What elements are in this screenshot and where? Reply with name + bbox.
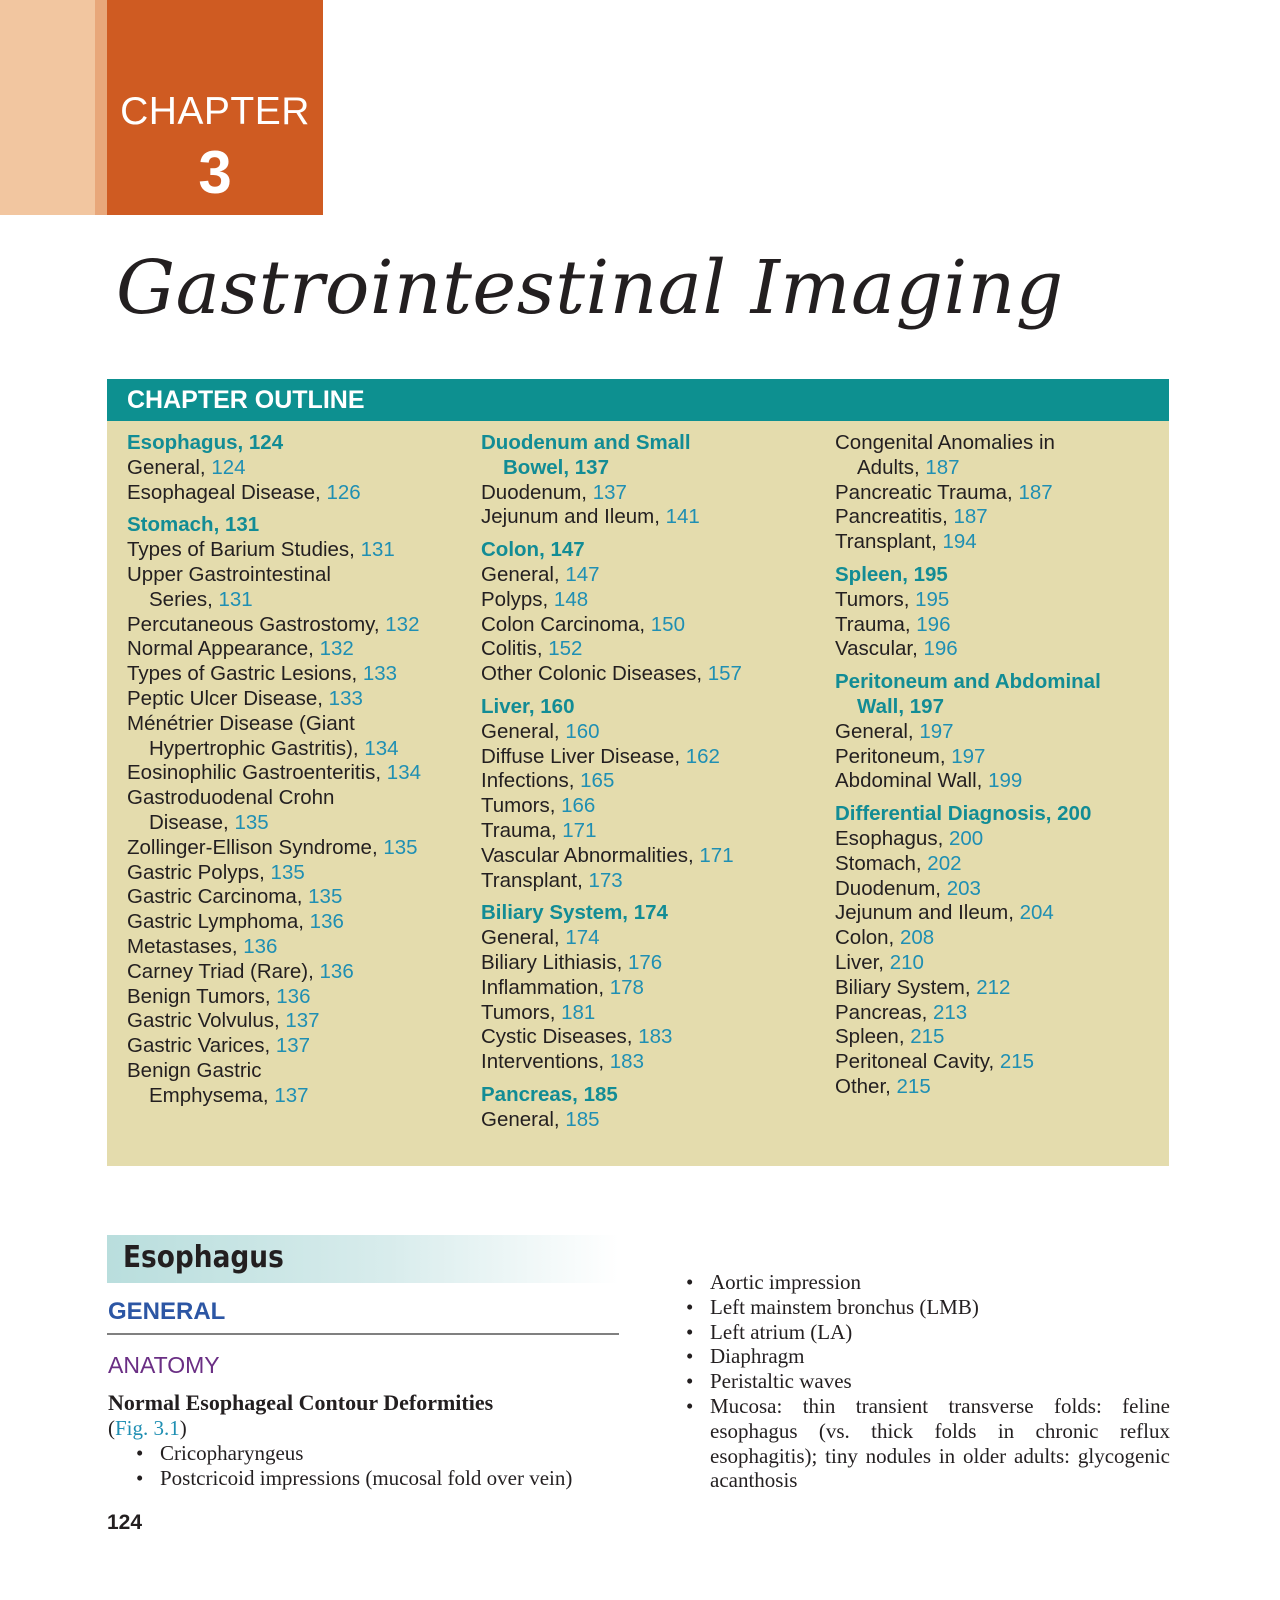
entry-label: Diffuse Liver Disease, bbox=[481, 744, 686, 768]
page-link[interactable]: 196 bbox=[923, 637, 958, 661]
page-link[interactable]: 152 bbox=[548, 637, 583, 661]
entry-label: Biliary System, bbox=[835, 975, 977, 999]
figref-close: ) bbox=[179, 1416, 187, 1440]
entry-label: Jejunum and Ileum, bbox=[481, 505, 666, 529]
outline-entry[interactable] bbox=[481, 613, 811, 638]
entry-label: Infections, bbox=[481, 769, 581, 793]
outline-entry[interactable] bbox=[835, 1025, 1155, 1050]
outline-entry[interactable] bbox=[481, 844, 811, 869]
page-link[interactable]: 215 bbox=[999, 1050, 1035, 1074]
page-link[interactable]: 160 bbox=[540, 694, 575, 718]
subheading: Normal Esophageal Contour Deformities bbox=[108, 1390, 494, 1415]
page-link[interactable]: 197 bbox=[919, 719, 954, 743]
page-link[interactable]: 124 bbox=[211, 455, 246, 479]
entry-label: Spleen, bbox=[835, 1025, 911, 1049]
outline-entry[interactable] bbox=[835, 951, 1155, 976]
outline-entry[interactable] bbox=[481, 481, 811, 506]
entry-label: General, bbox=[481, 1107, 566, 1131]
outline-entry[interactable] bbox=[127, 1059, 457, 1084]
entry-label: Abdominal Wall, bbox=[835, 769, 989, 793]
outline-entry[interactable] bbox=[835, 530, 1155, 555]
entry-label: Gastric Lymphoma, bbox=[127, 910, 310, 934]
page-link[interactable]: 208 bbox=[899, 926, 935, 950]
outline-entry[interactable] bbox=[835, 613, 1155, 638]
list-item: • Left mainstem bronchus (LMB) bbox=[682, 1295, 1170, 1320]
entry-label: Duodenum, bbox=[481, 480, 593, 504]
outline-entry[interactable] bbox=[127, 712, 457, 737]
entry-label: Series, bbox=[149, 587, 219, 611]
chapter-label: CHAPTER bbox=[120, 90, 310, 133]
page-link[interactable]: 162 bbox=[685, 744, 720, 768]
entry-label: Disease, bbox=[149, 810, 235, 834]
section-title: Esophagus bbox=[123, 1240, 284, 1275]
outline-entry[interactable] bbox=[481, 794, 811, 819]
page-link[interactable]: 178 bbox=[609, 975, 644, 999]
outline-entry[interactable] bbox=[481, 951, 811, 976]
entry-label: Colon Carcinoma, bbox=[481, 612, 651, 636]
entry-label: General, bbox=[127, 455, 212, 479]
entry-label: Stomach, bbox=[127, 513, 225, 537]
page-link[interactable]: 137 bbox=[574, 455, 609, 479]
outline-section-entry[interactable] bbox=[481, 456, 811, 481]
outline-section-entry[interactable] bbox=[481, 431, 811, 456]
list-item: • Aortic impression bbox=[682, 1270, 1170, 1295]
subsection-title: GENERAL bbox=[108, 1298, 226, 1325]
outline-entry[interactable] bbox=[835, 1050, 1155, 1075]
entry-label: Upper Gastrointestinal bbox=[127, 562, 331, 586]
page-link[interactable]: 197 bbox=[909, 694, 944, 718]
outline-section-entry[interactable] bbox=[481, 901, 811, 926]
outline-entry[interactable] bbox=[481, 1001, 811, 1026]
subsection-rule bbox=[107, 1333, 619, 1335]
entry-label: Polyps, bbox=[481, 587, 554, 611]
outline-entry[interactable] bbox=[127, 985, 457, 1010]
page-link[interactable]: 176 bbox=[627, 950, 663, 974]
entry-label: Benign Gastric bbox=[127, 1058, 262, 1082]
entry-label: Vascular Abnormalities, bbox=[481, 843, 700, 867]
page-link[interactable]: 166 bbox=[561, 794, 596, 818]
page-link[interactable]: 185 bbox=[565, 1107, 600, 1131]
outline-entry[interactable] bbox=[835, 1075, 1155, 1100]
entry-label: Esophagus, bbox=[127, 431, 249, 454]
entry-label: Other Colonic Diseases, bbox=[481, 662, 708, 686]
page-link[interactable]: 134 bbox=[386, 761, 422, 785]
entry-label: Gastric Polyps, bbox=[127, 860, 271, 884]
page-link[interactable]: 174 bbox=[565, 926, 600, 950]
page-link[interactable]: 135 bbox=[308, 885, 343, 909]
outline-entry[interactable] bbox=[481, 505, 811, 530]
entry-label: Trauma, bbox=[835, 612, 917, 636]
outline-section-entry[interactable] bbox=[481, 538, 811, 563]
outline-entry[interactable] bbox=[481, 720, 811, 745]
entry-label: Transplant, bbox=[481, 868, 589, 892]
page-link[interactable]: 134 bbox=[364, 736, 399, 760]
bullet-list-right bbox=[682, 1270, 1170, 1493]
page-number: 124 bbox=[107, 1511, 143, 1534]
page-link[interactable]: 124 bbox=[248, 431, 284, 454]
page-link[interactable]: 135 bbox=[270, 860, 305, 884]
entry-label: Percutaneous Gastrostomy, bbox=[127, 612, 386, 636]
outline-heading: CHAPTER OUTLINE bbox=[107, 379, 1169, 421]
page-link[interactable]: 174 bbox=[633, 901, 668, 925]
outline-entry[interactable] bbox=[835, 976, 1155, 1001]
outline-entry[interactable] bbox=[127, 761, 457, 786]
entry-label: Pancreatitis, bbox=[835, 505, 954, 529]
entry-label: General, bbox=[481, 562, 566, 586]
page-link[interactable]: 187 bbox=[1018, 480, 1053, 504]
figure-link[interactable]: Fig. 3.1 bbox=[115, 1416, 180, 1440]
entry-label: Stomach, bbox=[835, 851, 928, 875]
page-link[interactable]: 215 bbox=[896, 1074, 931, 1098]
entry-label: Colon, bbox=[835, 926, 900, 950]
page-link[interactable]: 132 bbox=[385, 612, 420, 636]
entry-label: Transplant, bbox=[835, 530, 943, 554]
outline-entry[interactable] bbox=[127, 538, 457, 563]
outline-section-entry[interactable] bbox=[127, 513, 457, 538]
page-link[interactable]: 126 bbox=[326, 480, 361, 504]
figure-reference bbox=[108, 1416, 187, 1441]
entry-label: Wall, bbox=[857, 694, 910, 718]
outline-entry[interactable] bbox=[481, 588, 811, 613]
outline-entry[interactable] bbox=[481, 769, 811, 794]
page-link[interactable]: 173 bbox=[588, 868, 623, 892]
entry-label: Spleen, bbox=[835, 562, 914, 586]
entry-label: Biliary Lithiasis, bbox=[481, 950, 628, 974]
outline-entry[interactable] bbox=[127, 588, 457, 613]
entry-label: Types of Barium Studies, bbox=[127, 538, 361, 562]
page-link[interactable]: 187 bbox=[925, 455, 960, 479]
outline-entry[interactable] bbox=[835, 637, 1155, 662]
page-link[interactable]: 165 bbox=[580, 769, 615, 793]
outline-entry[interactable] bbox=[127, 687, 457, 712]
topic-heading: ANATOMY bbox=[108, 1352, 220, 1378]
entry-label: Colon, bbox=[481, 538, 551, 562]
entry-label: Gastric Volvulus, bbox=[127, 1009, 286, 1033]
page-link[interactable]: 213 bbox=[933, 1000, 968, 1024]
entry-label: Differential Diagnosis, bbox=[835, 802, 1058, 826]
entry-label: Emphysema, bbox=[149, 1083, 275, 1107]
entry-label: Biliary System, bbox=[481, 901, 634, 925]
outline-entry[interactable] bbox=[127, 456, 457, 481]
outline-entry[interactable] bbox=[481, 1025, 811, 1050]
entry-label: General, bbox=[481, 719, 566, 743]
entry-label: Peritoneal Cavity, bbox=[835, 1050, 1000, 1074]
page-link[interactable]: 131 bbox=[218, 587, 253, 611]
page-link[interactable]: 183 bbox=[609, 1050, 644, 1074]
outline-entry[interactable] bbox=[127, 662, 457, 687]
chapter-outline bbox=[107, 379, 1169, 1166]
outline-section-entry[interactable] bbox=[127, 431, 457, 456]
page-link[interactable]: 194 bbox=[942, 530, 977, 554]
page-link[interactable]: 136 bbox=[309, 910, 344, 934]
outline-entry[interactable] bbox=[835, 456, 1155, 481]
entry-label: Tumors, bbox=[835, 587, 916, 611]
figref-open: ( bbox=[108, 1416, 115, 1440]
entry-label: Trauma, bbox=[481, 818, 563, 842]
outline-entry[interactable] bbox=[481, 926, 811, 951]
entry-label: Normal Appearance, bbox=[127, 637, 320, 661]
entry-label: General, bbox=[481, 926, 566, 950]
chapter-tab bbox=[107, 0, 323, 215]
outline-entry[interactable] bbox=[127, 935, 457, 960]
outline-entry[interactable] bbox=[127, 637, 457, 662]
page-link[interactable]: 147 bbox=[565, 562, 600, 586]
list-item: • Cricopharyngeus bbox=[132, 1441, 632, 1466]
outline-entry[interactable] bbox=[835, 769, 1155, 794]
page-link[interactable]: 195 bbox=[913, 562, 948, 586]
page-link[interactable]: 181 bbox=[561, 1000, 596, 1024]
entry-label: Congenital Anomalies in bbox=[835, 431, 1055, 454]
outline-entry[interactable] bbox=[127, 1084, 457, 1109]
outline-entry[interactable] bbox=[835, 505, 1155, 530]
entry-label: Hypertrophic Gastritis), bbox=[149, 736, 365, 760]
page-link[interactable]: 171 bbox=[562, 818, 597, 842]
page-link[interactable]: 196 bbox=[916, 612, 951, 636]
entry-label: Esophageal Disease, bbox=[127, 480, 327, 504]
page-link[interactable]: 199 bbox=[988, 769, 1023, 793]
page-link[interactable]: 185 bbox=[583, 1082, 618, 1106]
page-link[interactable]: 135 bbox=[234, 810, 269, 834]
entry-label: Peptic Ulcer Disease, bbox=[127, 686, 329, 710]
entry-label: Tumors, bbox=[481, 1000, 562, 1024]
outline-section-entry[interactable] bbox=[835, 670, 1155, 695]
outline-entry[interactable] bbox=[127, 1034, 457, 1059]
entry-label: Carney Triad (Rare), bbox=[127, 959, 320, 983]
page-link[interactable]: 136 bbox=[319, 959, 354, 983]
outline-entry[interactable] bbox=[835, 745, 1155, 770]
outline-column-1 bbox=[127, 431, 457, 1109]
entry-label: Benign Tumors, bbox=[127, 984, 277, 1008]
entry-label: Zollinger-Ellison Syndrome, bbox=[127, 835, 384, 859]
outline-entry[interactable] bbox=[481, 819, 811, 844]
page-link[interactable]: 137 bbox=[592, 480, 627, 504]
list-item: • Postcricoid impressions (mucosal fold over vein) bbox=[132, 1466, 632, 1491]
page-link[interactable]: 136 bbox=[276, 984, 311, 1008]
entry-label: Colitis, bbox=[481, 637, 549, 661]
outline-entry[interactable] bbox=[481, 976, 811, 1001]
page-link[interactable]: 131 bbox=[360, 538, 395, 562]
entry-label: General, bbox=[835, 719, 920, 743]
outline-entry[interactable] bbox=[835, 877, 1155, 902]
page-link[interactable]: 131 bbox=[224, 513, 260, 537]
page-link[interactable]: 212 bbox=[976, 975, 1011, 999]
chapter-tab-accent-mid bbox=[95, 0, 107, 215]
chapter-tab-accent-light bbox=[0, 0, 95, 215]
outline-entry[interactable] bbox=[127, 836, 457, 861]
page-link[interactable]: 132 bbox=[319, 637, 354, 661]
page-link[interactable]: 150 bbox=[650, 612, 685, 636]
page-link[interactable]: 160 bbox=[565, 719, 600, 743]
outline-column-2 bbox=[481, 431, 811, 1133]
outline-entry[interactable] bbox=[481, 745, 811, 770]
outline-entry[interactable] bbox=[481, 1108, 811, 1133]
entry-label: Tumors, bbox=[481, 794, 562, 818]
page-link[interactable]: 137 bbox=[274, 1083, 309, 1107]
list-item: • Peristaltic waves bbox=[682, 1369, 1170, 1394]
page-link[interactable]: 147 bbox=[550, 538, 585, 562]
entry-label: Adults, bbox=[857, 455, 926, 479]
entry-label: Liver, bbox=[835, 950, 890, 974]
page-link[interactable]: 215 bbox=[910, 1025, 945, 1049]
entry-label: Ménétrier Disease (Giant bbox=[127, 711, 355, 735]
list-item: • Left atrium (LA) bbox=[682, 1320, 1170, 1345]
outline-entry[interactable] bbox=[127, 613, 457, 638]
outline-entry[interactable] bbox=[481, 637, 811, 662]
entry-label: Cystic Diseases, bbox=[481, 1025, 639, 1049]
entry-label: Metastases, bbox=[127, 934, 244, 958]
page-link[interactable]: 148 bbox=[553, 587, 589, 611]
page-link[interactable]: 195 bbox=[915, 587, 950, 611]
entry-label: Pancreas, bbox=[835, 1000, 933, 1024]
entry-label: Bowel, bbox=[503, 455, 575, 479]
page-link[interactable]: 133 bbox=[328, 686, 363, 710]
page-link[interactable]: 137 bbox=[285, 1009, 320, 1033]
entry-label: Gastric Varices, bbox=[127, 1034, 276, 1058]
outline-entry[interactable] bbox=[127, 1009, 457, 1034]
outline-column-3 bbox=[835, 431, 1155, 1100]
outline-entry[interactable] bbox=[481, 1050, 811, 1075]
page-link[interactable]: 210 bbox=[889, 950, 924, 974]
outline-entry[interactable] bbox=[127, 737, 457, 762]
page-link[interactable]: 135 bbox=[383, 835, 418, 859]
outline-entry[interactable] bbox=[835, 901, 1155, 926]
page-link[interactable]: 197 bbox=[951, 744, 986, 768]
outline-entry[interactable] bbox=[127, 563, 457, 588]
entry-label: Gastroduodenal Crohn bbox=[127, 786, 335, 810]
chapter-number: 3 bbox=[198, 139, 232, 206]
entry-label: Peritoneum, bbox=[835, 744, 952, 768]
outline-section-entry[interactable] bbox=[835, 802, 1155, 827]
page-link[interactable]: 136 bbox=[243, 934, 278, 958]
entry-label: Pancreas, bbox=[481, 1082, 584, 1106]
entry-label: Interventions, bbox=[481, 1050, 610, 1074]
page-link[interactable]: 171 bbox=[699, 843, 734, 867]
outline-entry[interactable] bbox=[127, 885, 457, 910]
page-link[interactable]: 187 bbox=[953, 505, 988, 529]
entry-label: Eosinophilic Gastroenteritis, bbox=[127, 761, 387, 785]
page-link[interactable]: 137 bbox=[275, 1034, 311, 1058]
entry-label: Vascular, bbox=[835, 637, 924, 661]
entry-label: Pancreatic Trauma, bbox=[835, 480, 1019, 504]
entry-label: Jejunum and Ileum, bbox=[835, 901, 1020, 925]
outline-entry[interactable] bbox=[835, 827, 1155, 852]
outline-section-entry[interactable] bbox=[481, 695, 811, 720]
page-link[interactable]: 203 bbox=[946, 876, 981, 900]
bullet-list-left bbox=[132, 1441, 632, 1491]
outline-entry[interactable] bbox=[835, 588, 1155, 613]
entry-label: Duodenum, bbox=[835, 876, 947, 900]
outline-entry[interactable] bbox=[835, 431, 1155, 456]
page-link[interactable]: 133 bbox=[362, 662, 398, 686]
entry-label: Other, bbox=[835, 1074, 897, 1098]
outline-entry[interactable] bbox=[127, 861, 457, 886]
outline-entry[interactable] bbox=[127, 960, 457, 985]
outline-entry[interactable] bbox=[127, 786, 457, 811]
page-link[interactable]: 183 bbox=[638, 1025, 673, 1049]
outline-entry[interactable] bbox=[835, 720, 1155, 745]
page-link[interactable]: 141 bbox=[665, 505, 700, 529]
outline-entry[interactable] bbox=[481, 563, 811, 588]
entry-label: Liver, bbox=[481, 694, 541, 718]
list-item: • Diaphragm bbox=[682, 1344, 1170, 1369]
entry-label: Inflammation, bbox=[481, 975, 610, 999]
outline-section-entry[interactable] bbox=[835, 563, 1155, 588]
outline-entry[interactable] bbox=[481, 869, 811, 894]
entry-label: Gastric Carcinoma, bbox=[127, 885, 309, 909]
chapter-title: Gastrointestinal Imaging bbox=[116, 245, 1064, 331]
list-item: • Mucosa: thin transient transverse folds: feline esophagus (vs. thick folds in chronic reflux esophagitis); tiny nodules in older adults: glycogenic acanthosis bbox=[682, 1394, 1170, 1493]
entry-label: Types of Gastric Lesions, bbox=[127, 662, 363, 686]
page-link[interactable]: 200 bbox=[948, 826, 984, 850]
entry-label: Peritoneum and Abdominal bbox=[835, 670, 1101, 694]
page-link[interactable]: 202 bbox=[927, 851, 962, 875]
outline-entry[interactable] bbox=[835, 926, 1155, 951]
outline-entry[interactable] bbox=[127, 811, 457, 836]
page-link[interactable]: 204 bbox=[1019, 901, 1054, 925]
outline-entry[interactable] bbox=[127, 910, 457, 935]
outline-entry[interactable] bbox=[127, 481, 457, 506]
outline-entry[interactable] bbox=[481, 662, 811, 687]
entry-label: Duodenum and Small bbox=[481, 431, 691, 454]
outline-section-entry[interactable] bbox=[481, 1083, 811, 1108]
page-link[interactable]: 157 bbox=[707, 662, 742, 686]
outline-section-entry[interactable] bbox=[835, 695, 1155, 720]
outline-entry[interactable] bbox=[835, 481, 1155, 506]
outline-entry[interactable] bbox=[835, 852, 1155, 877]
outline-entry[interactable] bbox=[835, 1001, 1155, 1026]
entry-label: Esophagus, bbox=[835, 826, 949, 850]
page-link[interactable]: 200 bbox=[1057, 802, 1092, 826]
